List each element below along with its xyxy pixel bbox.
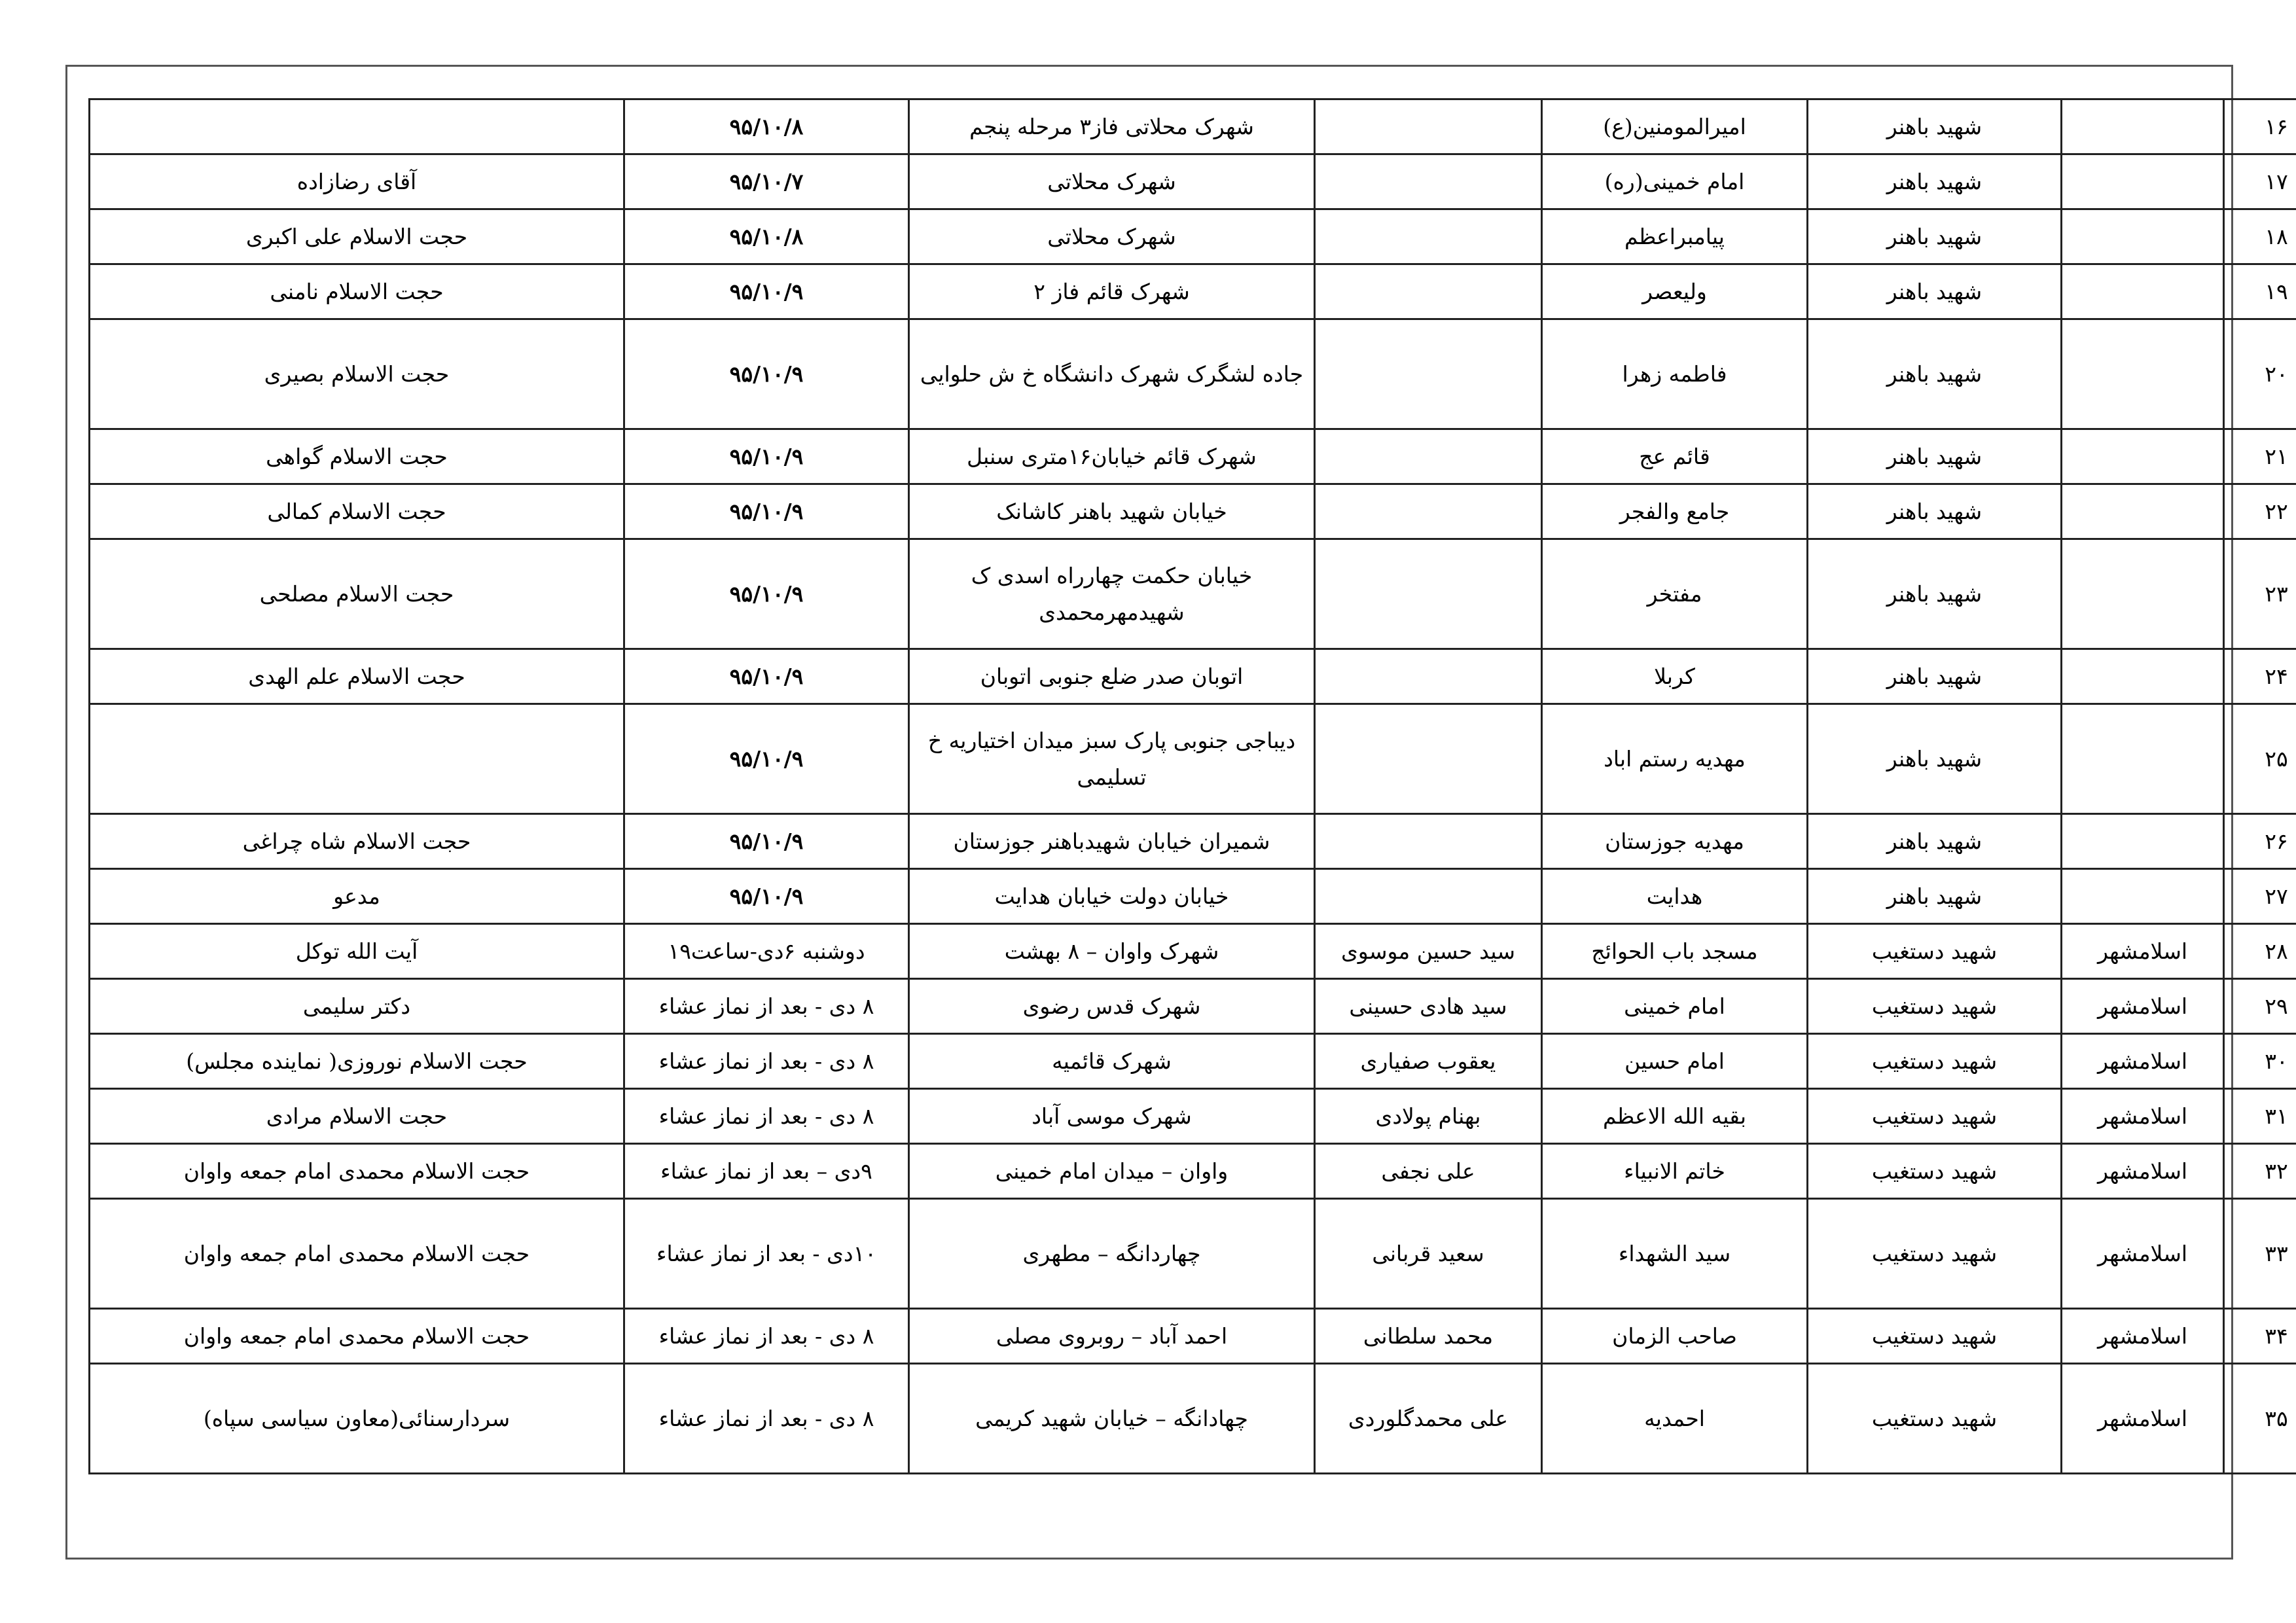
base-cell: شهید باهنر — [1808, 264, 2062, 319]
base-cell: شهید باهنر — [1808, 319, 2062, 429]
table-row — [90, 869, 2296, 924]
row-number-cell: ۲۴ — [2224, 649, 2296, 704]
base-cell: شهید دستغیب — [1808, 979, 2062, 1034]
table-row — [90, 704, 2296, 814]
table-row — [90, 979, 2296, 1034]
address-cell: احمد آباد – روبروی مصلی — [909, 1309, 1315, 1364]
mosque-cell: کربلا — [1542, 649, 1808, 704]
base-cell: شهید باهنر — [1808, 484, 2062, 539]
host-cell: یعقوب صفیاری — [1315, 1034, 1542, 1089]
city-cell: اسلامشهر — [2062, 1144, 2224, 1199]
mosque-cell: امام حسین — [1542, 1034, 1808, 1089]
base-cell: شهید باهنر — [1808, 429, 2062, 484]
host-cell: سعید قربانی — [1315, 1199, 1542, 1309]
speaker-cell: آقای رضازاده — [90, 154, 624, 209]
speaker-cell: حجت الاسلام شاه چراغی — [90, 814, 624, 869]
address-cell: شهرک موسی آباد — [909, 1089, 1315, 1144]
speaker-cell: حجت الاسلام محمدی امام جمعه واوان — [90, 1199, 624, 1309]
mosque-cell: صاحب الزمان — [1542, 1309, 1808, 1364]
date-cell: ۹۵/۱۰/۹ — [624, 814, 909, 869]
date-cell: ۹دی – بعد از نماز عشاء — [624, 1144, 909, 1199]
table-row — [90, 814, 2296, 869]
speaker-cell: حجت الاسلام محمدی امام جمعه واوان — [90, 1144, 624, 1199]
speaker-cell — [90, 99, 624, 154]
host-cell — [1315, 209, 1542, 264]
table-row — [90, 99, 2296, 154]
city-cell: اسلامشهر — [2062, 924, 2224, 979]
speaker-cell: حجت الاسلام محمدی امام جمعه واوان — [90, 1309, 624, 1364]
row-number-cell: ۲۵ — [2224, 704, 2296, 814]
mosque-cell: قائم عج — [1542, 429, 1808, 484]
date-cell: ۸ دی - بعد از نماز عشاء — [624, 1089, 909, 1144]
base-cell: شهید باهنر — [1808, 869, 2062, 924]
table-row — [90, 319, 2296, 429]
table-row — [90, 429, 2296, 484]
table-row — [90, 484, 2296, 539]
mosque-cell: احمدیه — [1542, 1364, 1808, 1474]
date-cell: ۸ دی - بعد از نماز عشاء — [624, 1364, 909, 1474]
city-cell — [2062, 869, 2224, 924]
schedule-table — [88, 98, 2296, 1474]
base-cell: شهید دستغیب — [1808, 1199, 2062, 1309]
city-cell — [2062, 154, 2224, 209]
mosque-cell: بقیه الله الاعظم — [1542, 1089, 1808, 1144]
address-cell: شمیران خیابان شهیدباهنر جوزستان — [909, 814, 1315, 869]
host-cell — [1315, 539, 1542, 649]
city-cell — [2062, 484, 2224, 539]
mosque-cell: مفتخر — [1542, 539, 1808, 649]
speaker-cell — [90, 704, 624, 814]
row-number-cell: ۲۳ — [2224, 539, 2296, 649]
date-cell: ۹۵/۱۰/۹ — [624, 649, 909, 704]
table-row — [90, 1309, 2296, 1364]
speaker-cell: حجت الاسلام کمالی — [90, 484, 624, 539]
date-cell: ۹۵/۱۰/۷ — [624, 154, 909, 209]
host-cell — [1315, 704, 1542, 814]
host-cell: سید هادی حسینی — [1315, 979, 1542, 1034]
row-number-cell: ۳۲ — [2224, 1144, 2296, 1199]
base-cell: شهید دستغیب — [1808, 1034, 2062, 1089]
address-cell: شهرک قدس رضوی — [909, 979, 1315, 1034]
address-cell: اتوبان صدر ضلع جنوبی اتوبان — [909, 649, 1315, 704]
date-cell: دوشنبه ۶دی-ساعت۱۹ — [624, 924, 909, 979]
host-cell — [1315, 429, 1542, 484]
address-cell: شهرک واوان – ۸ بهشت — [909, 924, 1315, 979]
host-cell: علی نجفی — [1315, 1144, 1542, 1199]
address-cell: شهرک قائم فاز ۲ — [909, 264, 1315, 319]
mosque-cell: سید الشهداء — [1542, 1199, 1808, 1309]
speaker-cell: حجت الاسلام نامنی — [90, 264, 624, 319]
table-row — [90, 924, 2296, 979]
base-cell: شهید دستغیب — [1808, 1144, 2062, 1199]
city-cell — [2062, 814, 2224, 869]
date-cell: ۹۵/۱۰/۹ — [624, 704, 909, 814]
row-number-cell: ۱۷ — [2224, 154, 2296, 209]
base-cell: شهید دستغیب — [1808, 1364, 2062, 1474]
base-cell: شهید دستغیب — [1808, 1309, 2062, 1364]
date-cell: ۹۵/۱۰/۹ — [624, 264, 909, 319]
speaker-cell: آیت الله توکل — [90, 924, 624, 979]
address-cell: شهرک محلاتی فاز۳ مرحله پنجم — [909, 99, 1315, 154]
speaker-cell: حجت الاسلام علی اکبری — [90, 209, 624, 264]
city-cell: اسلامشهر — [2062, 1199, 2224, 1309]
address-cell: چهاردانگه – مطهری — [909, 1199, 1315, 1309]
address-cell: خیابان شهید باهنر کاشانک — [909, 484, 1315, 539]
row-number-cell: ۳۰ — [2224, 1034, 2296, 1089]
speaker-cell: حجت الاسلام گواهی — [90, 429, 624, 484]
city-cell — [2062, 649, 2224, 704]
host-cell — [1315, 99, 1542, 154]
date-cell: ۸ دی - بعد از نماز عشاء — [624, 979, 909, 1034]
table-row — [90, 209, 2296, 264]
date-cell: ۹۵/۱۰/۸ — [624, 209, 909, 264]
base-cell: شهید باهنر — [1808, 154, 2062, 209]
table-row — [90, 264, 2296, 319]
host-cell — [1315, 264, 1542, 319]
date-cell: ۹۵/۱۰/۹ — [624, 484, 909, 539]
row-number-cell: ۱۶ — [2224, 99, 2296, 154]
mosque-cell: جامع والفجر — [1542, 484, 1808, 539]
date-cell: ۸ دی - بعد از نماز عشاء — [624, 1034, 909, 1089]
date-cell: ۹۵/۱۰/۸ — [624, 99, 909, 154]
table-row — [90, 1034, 2296, 1089]
address-cell: خیابان حکمت چهارراه اسدی ک شهیدمهرمحمدی — [909, 539, 1315, 649]
base-cell: شهید باهنر — [1808, 649, 2062, 704]
address-cell: شهرک قائمیه — [909, 1034, 1315, 1089]
base-cell: شهید دستغیب — [1808, 1089, 2062, 1144]
mosque-cell: پیامبراعظم — [1542, 209, 1808, 264]
speaker-cell: حجت الاسلام مرادی — [90, 1089, 624, 1144]
mosque-cell: امیرالمومنین(ع) — [1542, 99, 1808, 154]
mosque-cell: مهدیه رستم اباد — [1542, 704, 1808, 814]
row-number-cell: ۲۷ — [2224, 869, 2296, 924]
address-cell: شهرک محلاتی — [909, 209, 1315, 264]
row-number-cell: ۳۴ — [2224, 1309, 2296, 1364]
address-cell: چهادانگه – خیابان شهید کریمی — [909, 1364, 1315, 1474]
base-cell: شهید باهنر — [1808, 209, 2062, 264]
host-cell: علی محمدگلوردی — [1315, 1364, 1542, 1474]
date-cell: ۹۵/۱۰/۹ — [624, 319, 909, 429]
host-cell — [1315, 814, 1542, 869]
address-cell: شهرک محلاتی — [909, 154, 1315, 209]
speaker-cell: سردارسنائی(معاون سیاسی سپاه) — [90, 1364, 624, 1474]
address-cell: دیباجی جنوبی پارک سبز میدان اختیاریه خ تسلیمی — [909, 704, 1315, 814]
city-cell — [2062, 539, 2224, 649]
row-number-cell: ۲۰ — [2224, 319, 2296, 429]
host-cell — [1315, 484, 1542, 539]
city-cell: اسلامشهر — [2062, 1364, 2224, 1474]
row-number-cell: ۱۸ — [2224, 209, 2296, 264]
row-number-cell: ۲۱ — [2224, 429, 2296, 484]
table-row — [90, 1089, 2296, 1144]
city-cell: اسلامشهر — [2062, 979, 2224, 1034]
city-cell — [2062, 264, 2224, 319]
row-number-cell: ۱۹ — [2224, 264, 2296, 319]
mosque-cell: هدایت — [1542, 869, 1808, 924]
speaker-cell: دکتر سلیمی — [90, 979, 624, 1034]
row-number-cell: ۲۲ — [2224, 484, 2296, 539]
base-cell: شهید باهنر — [1808, 814, 2062, 869]
row-number-cell: ۳۱ — [2224, 1089, 2296, 1144]
address-cell: واوان – میدان امام خمینی — [909, 1144, 1315, 1199]
host-cell: سید حسین موسوی — [1315, 924, 1542, 979]
base-cell: شهید دستغیب — [1808, 924, 2062, 979]
speaker-cell: مدعو — [90, 869, 624, 924]
speaker-cell: حجت الاسلام مصلحی — [90, 539, 624, 649]
table-row — [90, 154, 2296, 209]
speaker-cell: حجت الاسلام بصیری — [90, 319, 624, 429]
city-cell: اسلامشهر — [2062, 1034, 2224, 1089]
table-row — [90, 1144, 2296, 1199]
city-cell — [2062, 99, 2224, 154]
row-number-cell: ۲۸ — [2224, 924, 2296, 979]
mosque-cell: ولیعصر — [1542, 264, 1808, 319]
row-number-cell: ۳۳ — [2224, 1199, 2296, 1309]
host-cell: بهنام پولادی — [1315, 1089, 1542, 1144]
table-row — [90, 1364, 2296, 1474]
city-cell — [2062, 319, 2224, 429]
speaker-cell: حجت الاسلام نوروزی( نماینده مجلس) — [90, 1034, 624, 1089]
base-cell: شهید باهنر — [1808, 704, 2062, 814]
city-cell: اسلامشهر — [2062, 1309, 2224, 1364]
host-cell — [1315, 154, 1542, 209]
address-cell: شهرک قائم خیابان۱۶متری سنبل — [909, 429, 1315, 484]
mosque-cell: فاطمه زهرا — [1542, 319, 1808, 429]
date-cell: ۱۰دی - بعد از نماز عشاء — [624, 1199, 909, 1309]
city-cell: اسلامشهر — [2062, 1089, 2224, 1144]
date-cell: ۹۵/۱۰/۹ — [624, 429, 909, 484]
date-cell: ۸ دی - بعد از نماز عشاء — [624, 1309, 909, 1364]
mosque-cell: خاتم الانبیاء — [1542, 1144, 1808, 1199]
address-cell: خیابان دولت خیابان هدایت — [909, 869, 1315, 924]
host-cell — [1315, 869, 1542, 924]
table-row — [90, 649, 2296, 704]
schedule-table-body — [90, 99, 2296, 1474]
address-cell: جاده لشگرک شهرک دانشگاه خ ش حلوایی — [909, 319, 1315, 429]
date-cell: ۹۵/۱۰/۹ — [624, 539, 909, 649]
mosque-cell: امام خمینی(ره) — [1542, 154, 1808, 209]
host-cell — [1315, 319, 1542, 429]
row-number-cell: ۲۹ — [2224, 979, 2296, 1034]
table-row — [90, 1199, 2296, 1309]
date-cell: ۹۵/۱۰/۹ — [624, 869, 909, 924]
city-cell — [2062, 429, 2224, 484]
city-cell — [2062, 704, 2224, 814]
base-cell: شهید باهنر — [1808, 99, 2062, 154]
host-cell: محمد سلطانی — [1315, 1309, 1542, 1364]
mosque-cell: مهدیه جوزستان — [1542, 814, 1808, 869]
host-cell — [1315, 649, 1542, 704]
base-cell: شهید باهنر — [1808, 539, 2062, 649]
mosque-cell: مسجد باب الحوائج — [1542, 924, 1808, 979]
mosque-cell: امام خمینی — [1542, 979, 1808, 1034]
table-row — [90, 539, 2296, 649]
speaker-cell: حجت الاسلام علم الهدی — [90, 649, 624, 704]
row-number-cell: ۳۵ — [2224, 1364, 2296, 1474]
row-number-cell: ۲۶ — [2224, 814, 2296, 869]
city-cell — [2062, 209, 2224, 264]
